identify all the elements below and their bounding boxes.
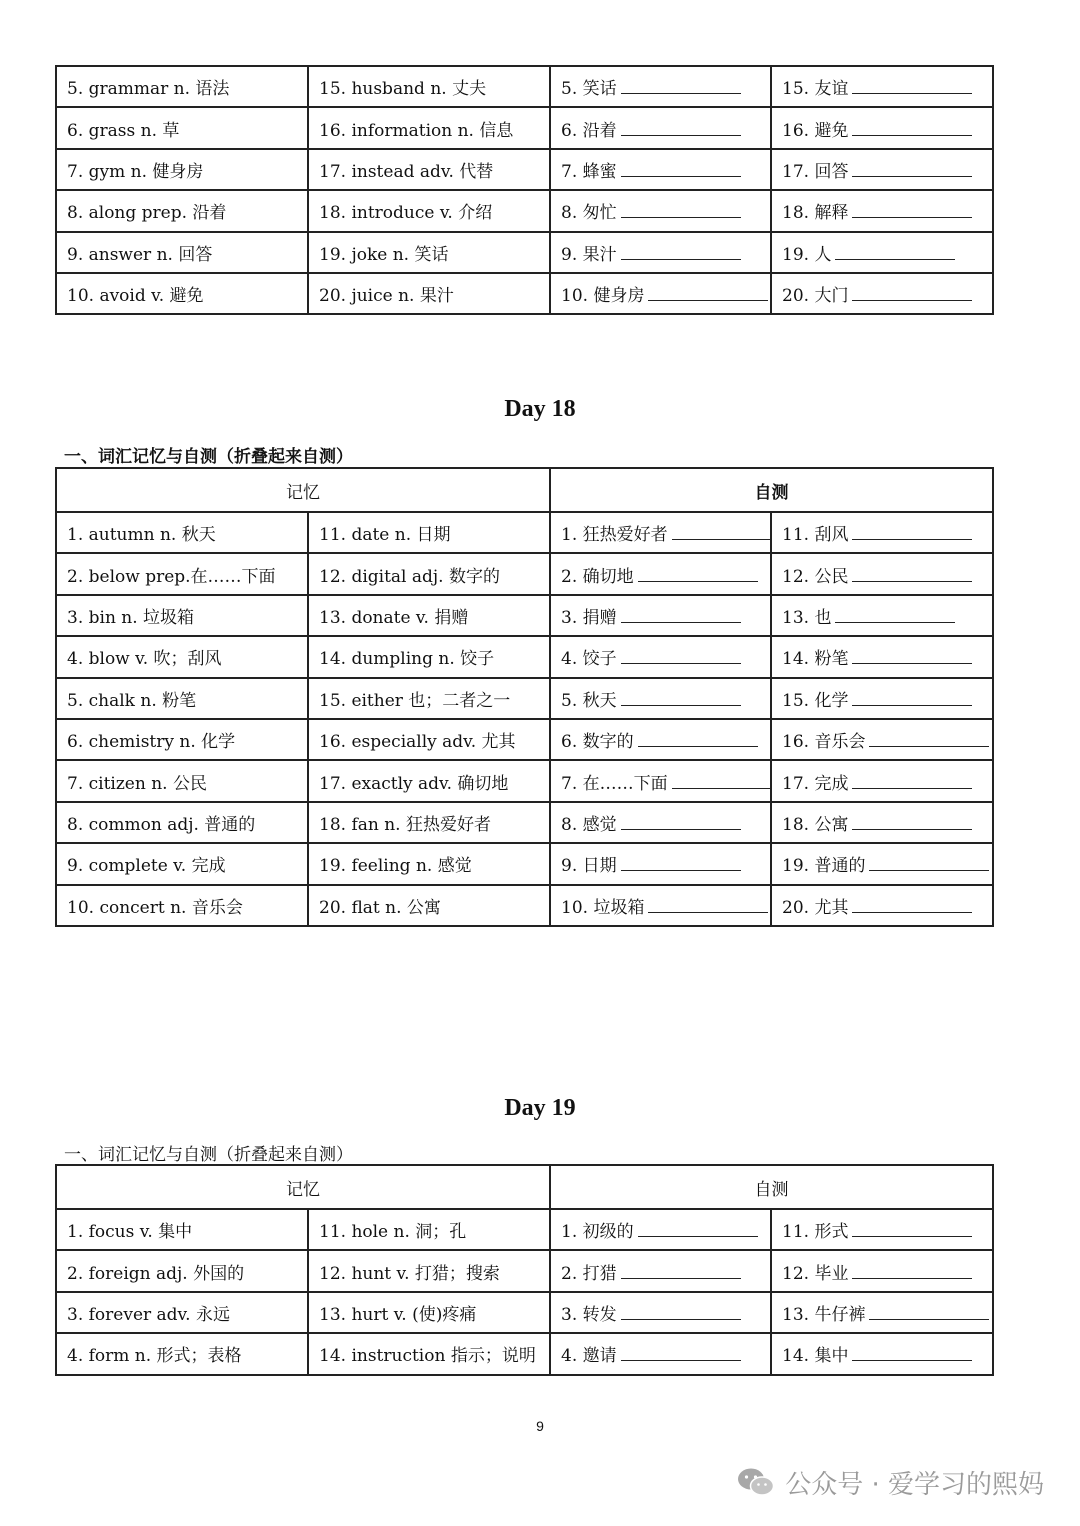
memory-cell <box>56 802 308 843</box>
memory-cell <box>56 1292 308 1333</box>
test-prompt: 10. 垃圾箱 <box>561 897 645 918</box>
answer-blank[interactable] <box>672 773 771 789</box>
self-test-cell <box>771 553 993 594</box>
table-row <box>56 232 993 273</box>
page-number: 9 <box>536 1418 544 1434</box>
self-test-cell <box>550 678 771 719</box>
table-row <box>56 107 993 148</box>
answer-blank[interactable] <box>852 524 972 540</box>
memory-cell <box>56 273 308 314</box>
test-prompt: 11. 形式 <box>782 1222 849 1243</box>
answer-blank[interactable] <box>638 1221 758 1237</box>
word-entry: 19. joke n. 笑话 <box>319 244 449 265</box>
word-entry: 11. date n. 日期 <box>319 525 451 546</box>
table-row <box>56 512 993 553</box>
watermark <box>737 1462 1044 1502</box>
answer-blank[interactable] <box>621 814 741 830</box>
answer-blank[interactable] <box>852 161 972 177</box>
table-row <box>56 802 993 843</box>
memory-cell <box>308 273 550 314</box>
day18-title: Day 18 <box>504 396 576 422</box>
test-prompt: 14. 粉笔 <box>782 649 849 670</box>
test-prompt: 1. 狂热爱好者 <box>561 525 668 546</box>
answer-blank[interactable] <box>621 78 741 94</box>
memory-cell <box>308 149 550 190</box>
wechat-icon <box>737 1467 775 1497</box>
watermark-text: 公众号 · 爱学习的熙妈 <box>785 1469 1044 1500</box>
self-test-cell <box>771 636 993 677</box>
word-entry: 7. gym n. 健身房 <box>67 161 204 182</box>
memory-cell <box>308 190 550 231</box>
word-entry: 20. juice n. 果汁 <box>319 286 454 307</box>
answer-blank[interactable] <box>621 244 741 260</box>
self-test-cell <box>771 595 993 636</box>
self-test-cell <box>771 273 993 314</box>
memory-header: 记忆 <box>56 468 550 512</box>
self-test-cell <box>550 1250 771 1291</box>
self-test-cell <box>550 760 771 801</box>
answer-blank[interactable] <box>852 1221 972 1237</box>
self-test-cell <box>771 1292 993 1333</box>
memory-cell <box>56 1250 308 1291</box>
memory-cell <box>56 636 308 677</box>
test-prompt: 20. 大门 <box>782 286 849 307</box>
answer-blank[interactable] <box>621 1304 741 1320</box>
test-prompt: 6. 数字的 <box>561 732 634 753</box>
word-entry: 6. grass n. 草 <box>67 120 180 141</box>
memory-cell <box>308 678 550 719</box>
test-prompt: 19. 普通的 <box>782 856 866 877</box>
test-prompt: 4. 邀请 <box>561 1346 617 1367</box>
answer-blank[interactable] <box>869 731 989 747</box>
answer-blank[interactable] <box>621 1263 741 1279</box>
memory-cell <box>308 1292 550 1333</box>
memory-cell <box>56 66 308 107</box>
memory-cell <box>56 190 308 231</box>
word-entry: 16. especially adv. 尤其 <box>319 732 516 753</box>
self-test-cell <box>771 1333 993 1374</box>
answer-blank[interactable] <box>621 690 741 706</box>
self-test-cell <box>550 1209 771 1250</box>
answer-blank[interactable] <box>869 1304 989 1320</box>
self-test-cell <box>771 232 993 273</box>
word-entry: 1. autumn n. 秋天 <box>67 525 216 546</box>
memory-cell <box>56 107 308 148</box>
word-entry: 17. exactly adv. 确切地 <box>319 773 509 794</box>
word-entry: 4. blow v. 吹；刮风 <box>67 649 222 670</box>
test-prompt: 6. 沿着 <box>561 120 617 141</box>
test-prompt: 14. 集中 <box>782 1346 849 1367</box>
test-prompt: 12. 毕业 <box>782 1263 849 1284</box>
memory-cell <box>56 595 308 636</box>
word-entry: 19. feeling n. 感觉 <box>319 856 472 877</box>
self-test-cell <box>550 553 771 594</box>
answer-blank[interactable] <box>621 648 741 664</box>
table-row <box>56 636 993 677</box>
table-row <box>56 885 993 926</box>
word-entry: 9. answer n. 回答 <box>67 244 213 265</box>
self-test-cell <box>771 802 993 843</box>
test-prompt: 11. 刮风 <box>782 525 849 546</box>
word-entry: 5. grammar n. 语法 <box>67 79 230 100</box>
self-test-cell <box>550 595 771 636</box>
table-row <box>56 273 993 314</box>
test-prompt: 17. 回答 <box>782 161 849 182</box>
answer-blank[interactable] <box>852 202 972 218</box>
answer-blank[interactable] <box>621 607 741 623</box>
day18-section-title: 一、词汇记忆与自测（折叠起来自测） <box>64 447 353 467</box>
self-test-cell <box>550 802 771 843</box>
word-entry: 12. digital adj. 数字的 <box>319 566 500 587</box>
word-entry: 13. hurt v. (使)疼痛 <box>319 1304 477 1325</box>
self-test-cell <box>771 1250 993 1291</box>
table-row <box>56 149 993 190</box>
word-entry: 17. instead adv. 代替 <box>319 161 494 182</box>
answer-blank[interactable] <box>638 731 758 747</box>
self-test-cell <box>550 149 771 190</box>
vocab-table-day17-continued <box>55 65 994 315</box>
memory-cell <box>56 149 308 190</box>
test-prompt: 13. 牛仔裤 <box>782 1304 866 1325</box>
answer-blank[interactable] <box>648 897 768 913</box>
word-entry: 10. concert n. 音乐会 <box>67 897 243 918</box>
test-prompt: 15. 友谊 <box>782 79 849 100</box>
word-entry: 18. fan n. 狂热爱好者 <box>319 814 491 835</box>
answer-blank[interactable] <box>852 773 972 789</box>
word-entry: 6. chemistry n. 化学 <box>67 732 236 753</box>
test-prompt: 12. 公民 <box>782 566 849 587</box>
memory-cell <box>308 1333 550 1374</box>
memory-cell <box>308 512 550 553</box>
memory-cell <box>308 232 550 273</box>
test-prompt: 5. 秋天 <box>561 690 617 711</box>
word-entry: 3. forever adv. 永远 <box>67 1304 230 1325</box>
test-prompt: 2. 打猎 <box>561 1263 617 1284</box>
self-test-cell <box>771 149 993 190</box>
word-entry: 20. flat n. 公寓 <box>319 897 441 918</box>
word-entry: 8. common adj. 普通的 <box>67 814 256 835</box>
self-test-cell <box>550 1333 771 1374</box>
memory-cell <box>308 802 550 843</box>
table-row <box>56 1292 993 1333</box>
test-prompt: 9. 日期 <box>561 856 617 877</box>
self-test-header: 自测 <box>550 468 993 512</box>
answer-blank[interactable] <box>852 814 972 830</box>
word-entry: 9. complete v. 完成 <box>67 856 226 877</box>
table-row <box>56 553 993 594</box>
memory-cell <box>308 595 550 636</box>
self-test-cell <box>550 273 771 314</box>
answer-blank[interactable] <box>852 1263 972 1279</box>
word-entry: 15. either 也；二者之一 <box>319 690 511 711</box>
memory-cell <box>308 843 550 884</box>
word-entry: 5. chalk n. 粉笔 <box>67 690 197 711</box>
day19-section-title: 一、词汇记忆与自测（折叠起来自测） <box>64 1145 353 1165</box>
word-entry: 10. avoid v. 避免 <box>67 286 204 307</box>
word-entry: 8. along prep. 沿着 <box>67 203 227 224</box>
table-row <box>56 678 993 719</box>
word-entry: 16. information n. 信息 <box>319 120 514 141</box>
table-row <box>56 1209 993 1250</box>
self-test-cell <box>550 66 771 107</box>
self-test-cell <box>550 843 771 884</box>
memory-cell <box>308 553 550 594</box>
table-row <box>56 760 993 801</box>
self-test-cell <box>771 885 993 926</box>
test-prompt: 16. 避免 <box>782 120 849 141</box>
answer-blank[interactable] <box>621 855 741 871</box>
word-entry: 3. bin n. 垃圾箱 <box>67 607 195 628</box>
self-test-cell <box>771 760 993 801</box>
self-test-cell <box>550 636 771 677</box>
test-prompt: 19. 人 <box>782 244 832 265</box>
answer-blank[interactable] <box>621 202 741 218</box>
memory-cell <box>308 636 550 677</box>
test-prompt: 9. 果汁 <box>561 244 617 265</box>
answer-blank[interactable] <box>621 1345 741 1361</box>
test-prompt: 4. 饺子 <box>561 649 617 670</box>
answer-blank[interactable] <box>852 285 972 301</box>
memory-cell <box>308 1250 550 1291</box>
self-test-cell <box>550 1292 771 1333</box>
answer-blank[interactable] <box>852 897 972 913</box>
memory-cell <box>56 553 308 594</box>
memory-cell <box>56 760 308 801</box>
table-row <box>56 1333 993 1374</box>
self-test-header: 自测 <box>550 1165 993 1209</box>
answer-blank[interactable] <box>852 690 972 706</box>
memory-cell <box>56 885 308 926</box>
answer-blank[interactable] <box>638 566 758 582</box>
self-test-cell <box>550 719 771 760</box>
word-entry: 1. focus v. 集中 <box>67 1222 193 1243</box>
memory-cell <box>56 843 308 884</box>
memory-cell <box>308 1209 550 1250</box>
self-test-cell <box>771 190 993 231</box>
word-entry: 14. instruction 指示；说明 <box>319 1346 536 1367</box>
self-test-cell <box>550 512 771 553</box>
memory-cell <box>56 512 308 553</box>
self-test-cell <box>550 190 771 231</box>
answer-blank[interactable] <box>852 120 972 136</box>
test-prompt: 7. 蜂蜜 <box>561 161 617 182</box>
word-entry: 7. citizen n. 公民 <box>67 773 207 794</box>
word-entry: 11. hole n. 洞；孔 <box>319 1222 467 1243</box>
word-entry: 2. foreign adj. 外国的 <box>67 1263 245 1284</box>
memory-cell <box>308 885 550 926</box>
memory-cell <box>56 1333 308 1374</box>
self-test-cell <box>771 1209 993 1250</box>
word-entry: 12. hunt v. 打猎；搜索 <box>319 1263 500 1284</box>
test-prompt: 2. 确切地 <box>561 566 634 587</box>
test-prompt: 8. 感觉 <box>561 814 617 835</box>
table-row <box>56 66 993 107</box>
table-row <box>56 719 993 760</box>
memory-header: 记忆 <box>56 1165 550 1209</box>
self-test-cell <box>771 719 993 760</box>
self-test-cell <box>550 885 771 926</box>
word-entry: 15. husband n. 丈夫 <box>319 79 487 100</box>
test-prompt: 17. 完成 <box>782 773 849 794</box>
answer-blank[interactable] <box>621 161 741 177</box>
answer-blank[interactable] <box>835 244 955 260</box>
memory-cell <box>56 1209 308 1250</box>
self-test-cell <box>771 107 993 148</box>
test-prompt: 5. 笑话 <box>561 79 617 100</box>
memory-cell <box>56 678 308 719</box>
test-prompt: 16. 音乐会 <box>782 732 866 753</box>
vocab-table-day19 <box>55 1164 994 1376</box>
word-entry: 18. introduce v. 介绍 <box>319 203 493 224</box>
word-entry: 13. donate v. 捐赠 <box>319 607 469 628</box>
answer-blank[interactable] <box>672 524 771 540</box>
test-prompt: 1. 初级的 <box>561 1222 634 1243</box>
test-prompt: 18. 解释 <box>782 203 849 224</box>
table-row <box>56 1250 993 1291</box>
table-row <box>56 595 993 636</box>
day19-title: Day 19 <box>504 1095 576 1121</box>
test-prompt: 7. 在……下面 <box>561 773 668 794</box>
self-test-cell <box>550 107 771 148</box>
memory-cell <box>56 232 308 273</box>
test-prompt: 20. 尤其 <box>782 897 849 918</box>
test-prompt: 13. 也 <box>782 607 832 628</box>
word-entry: 2. below prep.在……下面 <box>67 566 276 587</box>
answer-blank[interactable] <box>852 648 972 664</box>
table-row <box>56 190 993 231</box>
answer-blank[interactable] <box>852 566 972 582</box>
self-test-cell <box>550 232 771 273</box>
answer-blank[interactable] <box>621 120 741 136</box>
test-prompt: 18. 公寓 <box>782 814 849 835</box>
self-test-cell <box>771 512 993 553</box>
self-test-cell <box>771 66 993 107</box>
memory-cell <box>308 760 550 801</box>
word-entry: 4. form n. 形式；表格 <box>67 1346 242 1367</box>
test-prompt: 8. 匆忙 <box>561 203 617 224</box>
test-prompt: 3. 转发 <box>561 1304 617 1325</box>
memory-cell <box>308 719 550 760</box>
memory-cell <box>308 66 550 107</box>
self-test-cell <box>771 678 993 719</box>
answer-blank[interactable] <box>852 78 972 94</box>
answer-blank[interactable] <box>852 1345 972 1361</box>
self-test-cell <box>771 843 993 884</box>
word-entry: 14. dumpling n. 饺子 <box>319 649 495 670</box>
answer-blank[interactable] <box>648 285 768 301</box>
test-prompt: 10. 健身房 <box>561 286 645 307</box>
test-prompt: 3. 捐赠 <box>561 607 617 628</box>
answer-blank[interactable] <box>835 607 955 623</box>
table-row <box>56 843 993 884</box>
memory-cell <box>56 719 308 760</box>
test-prompt: 15. 化学 <box>782 690 849 711</box>
vocab-table-day18 <box>55 467 994 927</box>
answer-blank[interactable] <box>869 855 989 871</box>
memory-cell <box>308 107 550 148</box>
